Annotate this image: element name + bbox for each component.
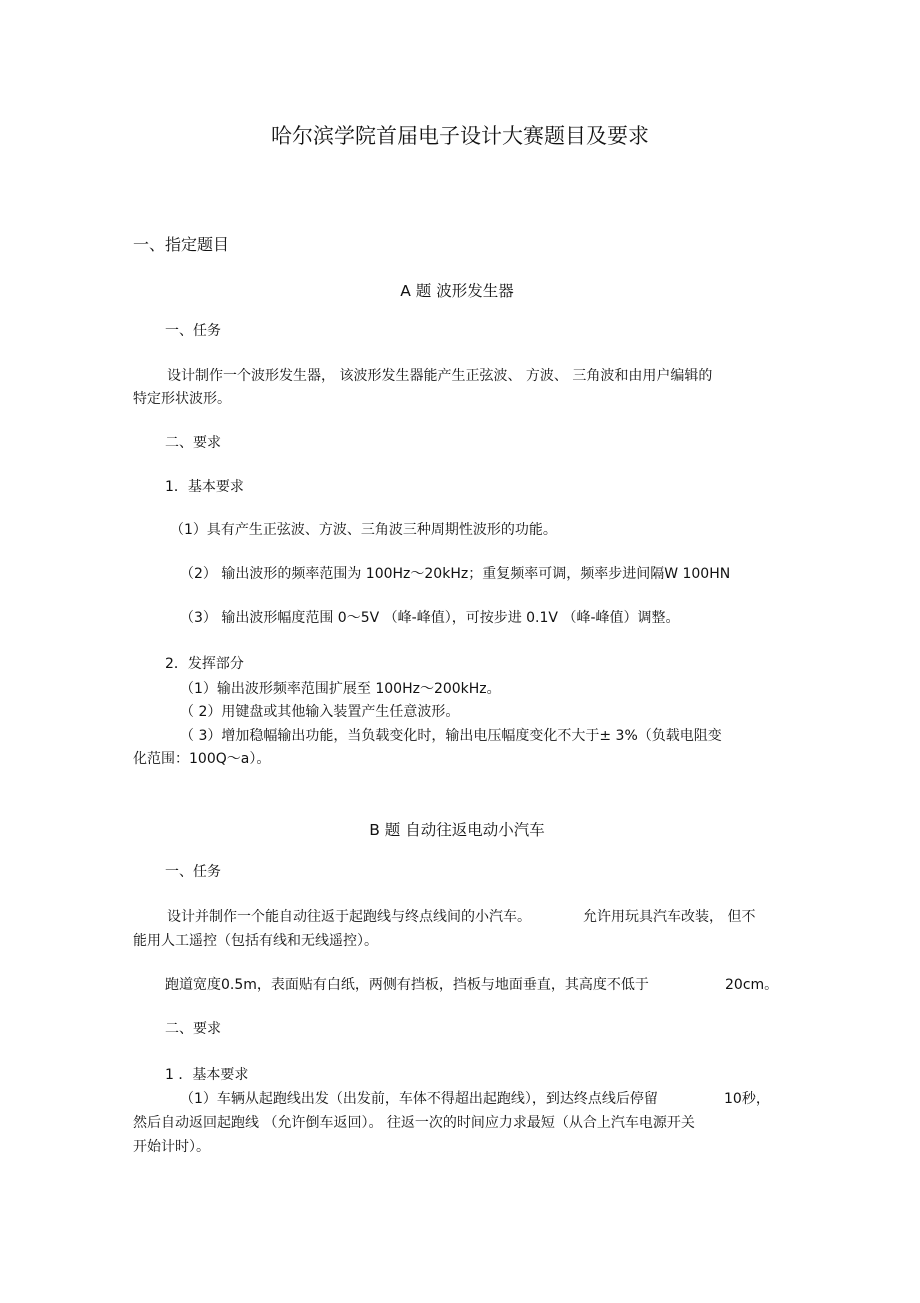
problem-b-heading: B 题 自动往返电动小汽车 xyxy=(369,821,545,839)
paragraph-line: 特定形状波形。 xyxy=(133,391,231,407)
basic-requirements-label: 1．基本要求 xyxy=(165,479,244,495)
paragraph-line: 允许用玩具汽车改装， 但不 xyxy=(583,909,756,925)
list-item-continuation: 然后自动返回起跑线 （允许倒车返回）。 往返一次的时间应力求最短（从合上汽车电源开关 xyxy=(133,1115,695,1131)
list-item: （1）车辆从起跑线出发（出发前，车体不得超出起跑线），到达终点线后停留 xyxy=(180,1091,658,1107)
list-item-continuation: 开始计时）。 xyxy=(133,1139,210,1155)
list-item: （2） 输出波形的频率范围为 100Hz～20kHz；重复频率可调，频率步进间隔W 100HN xyxy=(180,566,731,582)
paragraph-line: 能用人工遥控（包括有线和无线遥控）。 xyxy=(133,933,378,949)
paragraph-line: 跑道宽度0.5m，表面贴有白纸，两侧有挡板，挡板与地面垂直，其高度不低于 xyxy=(165,977,649,993)
paragraph-line: 20cm。 xyxy=(725,977,779,993)
list-item-continuation: 化范围：100Q～a）。 xyxy=(133,751,271,767)
list-item: （3） 输出波形幅度范围 0～5V （峰-峰值），可按步进 0.1V （峰-峰值）调整。 xyxy=(180,610,680,626)
list-item: （1）输出波形频率范围扩展至 100Hz～200kHz。 xyxy=(180,681,501,697)
page-title: 哈尔滨学院首届电子设计大赛题目及要求 xyxy=(271,124,649,148)
requirements-label: 二、要求 xyxy=(165,435,221,451)
task-label: 一、任务 xyxy=(165,323,221,339)
basic-requirements-label: 1 ．基本要求 xyxy=(165,1067,249,1083)
section-heading: 一、指定题目 xyxy=(133,235,230,254)
task-label: 一、任务 xyxy=(165,864,221,880)
list-item: 10秒， xyxy=(724,1091,770,1107)
list-item: （ 3）增加稳幅输出功能，当负载变化时，输出电压幅度变化不大于± 3%（负载电阻变 xyxy=(180,728,722,744)
requirements-label: 二、要求 xyxy=(165,1021,221,1037)
extension-label: 2．发挥部分 xyxy=(165,656,244,672)
paragraph-line: 设计并制作一个能自动往返于起跑线与终点线间的小汽车。 xyxy=(167,909,531,925)
list-item: （ 2）用键盘或其他输入装置产生任意波形。 xyxy=(180,704,460,720)
list-item: （1）具有产生正弦波、方波、三角波三种周期性波形的功能。 xyxy=(170,522,557,538)
paragraph-line: 设计制作一个波形发生器， 该波形发生器能产生正弦波、 方波、 三角波和由用户编辑的 xyxy=(167,368,713,384)
problem-a-heading: A 题 波形发生器 xyxy=(400,282,514,300)
